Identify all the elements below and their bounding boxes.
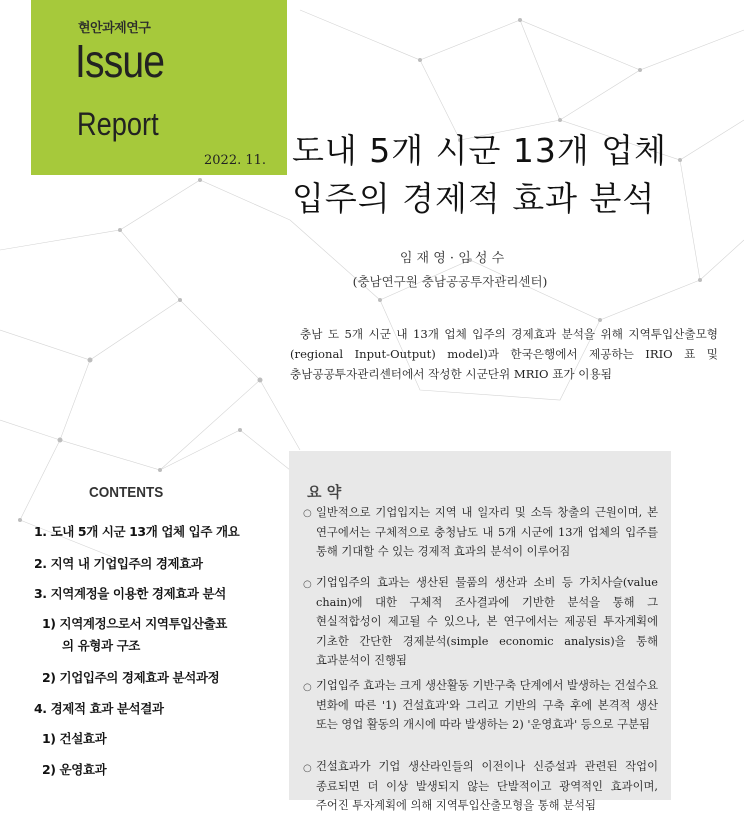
toc-item-continuation: 의 유형과 구조 — [62, 638, 140, 653]
abstract-text: 충남 도 5개 시군 내 13개 업체 입주의 경제효과 분석을 위해 지역투입산출모형(regional Input-Output) model)과 한국은행에서 제공하는 IRIO 표 및 충남공공투자관리센터에서 작성한 시군단위 MRIO 표가 이용됨 — [290, 327, 718, 381]
bullet-icon: ○ — [303, 508, 312, 519]
title-line-2: 입주의 경제적 효과 분석 — [292, 179, 656, 218]
summary-paragraph: 일반적으로 기업입지는 지역 내 일자리 및 소득 창출의 근원이며, 본 연구에서는 구체적으로 충청남도 내 5개 시군에 13개 업체의 입주를 통해 기대할 수 있는 경제적 효과의 분석이 이루어짐 — [316, 506, 658, 558]
bullet-icon: ○ — [303, 763, 312, 774]
toc-item[interactable]: 3. 지역계정을 이용한 경제효과 분석 — [34, 586, 226, 601]
affiliation: (충남연구원 충남공공투자관리센터) — [352, 274, 548, 289]
contents-heading: CONTENTS — [89, 484, 164, 501]
publication-date: 2022. 11. — [204, 153, 267, 168]
summary-paragraph: 기업입주의 효과는 생산된 물품의 생산과 소비 등 가치사슬(value chain)에 대한 구체적 조사결과에 기반한 분석을 통해 그 현실적합성이 제고될 수 있으나, 본 연구에서는 제공된 투자계획에 기초한 간단한 경제분석(simple economic analysis)을 통해 효과분석이 진행됨 — [316, 576, 658, 667]
bullet-icon: ○ — [303, 579, 312, 590]
toc-item[interactable]: 2) 기업입주의 경제효과 분석과정 — [42, 670, 220, 685]
toc-item[interactable]: 4. 경제적 효과 분석결과 — [34, 701, 164, 716]
summary-paragraph: 건설효과가 기업 생산라인들의 이전이나 신증설과 관련된 작업이 종료되면 더 이상 발생되지 않는 단발적이고 광역적인 효과이며, 주어진 투자계획에 의해 지역투입산출모형을 통해 분석됨 — [316, 760, 658, 812]
toc-item[interactable]: 1) 건설효과 — [42, 731, 107, 746]
report-wordmark: Report — [77, 106, 159, 142]
toc-item[interactable]: 2) 운영효과 — [42, 762, 107, 777]
summary-box — [289, 451, 671, 812]
toc-item[interactable]: 2. 지역 내 기업입주의 경제효과 — [34, 556, 203, 571]
summary-heading: 요 약 — [307, 483, 342, 501]
bullet-icon: ○ — [303, 682, 312, 693]
report-title — [292, 127, 667, 223]
summary-paragraph: 기업입주 효과는 크게 생산활동 기반구축 단계에서 발생하는 건설수요 변화에 따른 '1) 건설효과'와 그리고 기반의 구축 후에 본격적 생산 또는 영업 활동의 개시에 따라 발생하는 2) '운영효과' 등으로 구분됨 — [316, 679, 658, 731]
issue-report-badge — [31, 0, 287, 175]
authors: 임 재 영 · 임 성 수 — [399, 251, 505, 266]
series-label: 현안과제연구 — [78, 21, 151, 36]
toc-item[interactable]: 1) 지역계정으로서 지역투입산출표 — [42, 616, 227, 631]
issue-wordmark: Issue — [75, 35, 165, 87]
toc-item[interactable]: 1. 도내 5개 시군 13개 업체 입주 개요 — [34, 524, 240, 539]
title-line-1: 도내 5개 시군 13개 업체 — [292, 131, 667, 170]
